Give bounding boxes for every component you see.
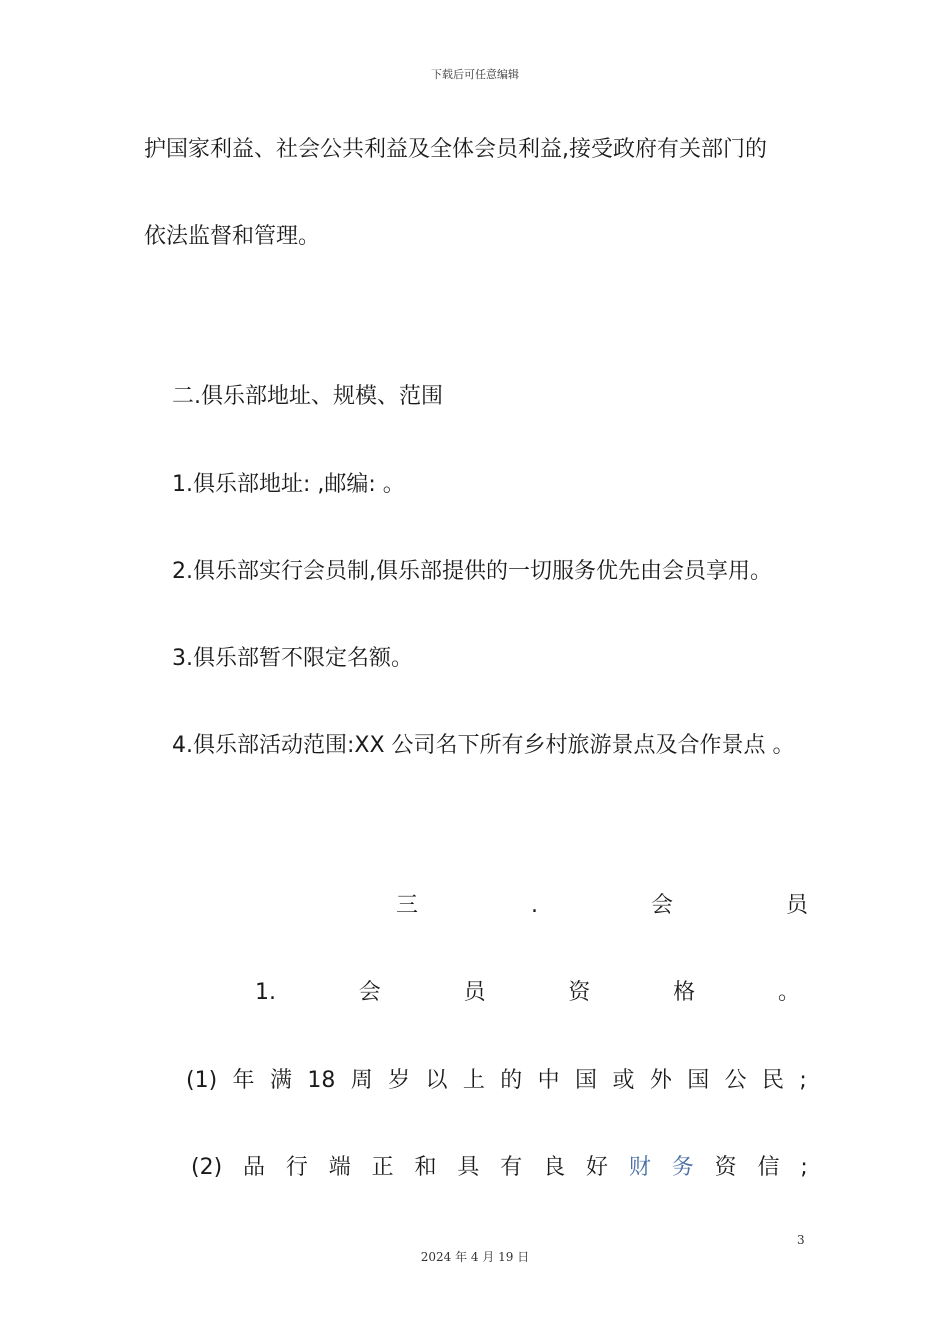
condition-line (186, 1066, 807, 1096)
condition-token: 18 (307, 1068, 336, 1093)
list-item: 1.俱乐部地址: ,邮编: 。 (172, 472, 405, 497)
condition-token: ; (800, 1155, 808, 1180)
subheading-char: 1. (255, 980, 276, 1005)
condition-token: 的 (500, 1068, 523, 1093)
paragraph-line: 护国家利益、社会公共利益及全体会员利益,接受政府有关部门的 (144, 137, 767, 162)
condition-token: 品 (243, 1155, 266, 1180)
condition-token: 国 (687, 1068, 710, 1093)
heading-char: . (531, 893, 538, 918)
condition-token: ; (799, 1068, 807, 1093)
list-item: 4.俱乐部活动范围:XX 公司名下所有乡村旅游景点及合作景点 。 (172, 733, 795, 758)
condition-token: 周 (350, 1068, 373, 1093)
footer-date: 2024 年 4 月 19 日 (420, 1250, 530, 1264)
highlighted-word[interactable]: 务 (671, 1155, 694, 1180)
condition-token: 正 (371, 1155, 394, 1180)
condition-token: 公 (724, 1068, 747, 1093)
condition-token: 满 (269, 1068, 292, 1093)
highlighted-word[interactable]: 财 (628, 1155, 651, 1180)
condition-token: 有 (500, 1155, 523, 1180)
heading-char: 三 (396, 893, 419, 918)
condition-token: 民 (762, 1068, 785, 1093)
condition-token: (1) (186, 1068, 218, 1093)
condition-token: 和 (414, 1155, 437, 1180)
condition-token: 以 (425, 1068, 448, 1093)
subheading-char: 。 (777, 980, 800, 1005)
condition-token: 具 (457, 1155, 480, 1180)
condition-token: 国 (575, 1068, 598, 1093)
header-note: 下载后可任意编辑 (431, 68, 519, 81)
condition-token: 信 (757, 1155, 780, 1180)
subheading-char: 格 (673, 980, 696, 1005)
list-item: 3.俱乐部暂不限定名额。 (172, 646, 413, 671)
page-number: 3 (797, 1233, 805, 1247)
condition-token: 年 (232, 1068, 255, 1093)
subheading-char: 资 (568, 980, 591, 1005)
list-item: 2.俱乐部实行会员制,俱乐部提供的一切服务优先由会员享用。 (172, 559, 772, 584)
condition-token: (2) (191, 1155, 223, 1180)
condition-token: 资 (714, 1155, 737, 1180)
condition-token: 或 (612, 1068, 635, 1093)
condition-token: 良 (543, 1155, 566, 1180)
section-heading: 二.俱乐部地址、规模、范围 (172, 384, 443, 409)
subheading-char: 会 (358, 980, 381, 1005)
paragraph-line: 依法监督和管理。 (144, 224, 321, 249)
subheading-char: 员 (463, 980, 486, 1005)
condition-token: 行 (285, 1155, 308, 1180)
condition-token: 岁 (388, 1068, 411, 1093)
condition-token: 外 (649, 1068, 672, 1093)
heading-char: 员 (785, 893, 808, 918)
condition-token: 中 (537, 1068, 560, 1093)
section-heading-justified (396, 891, 808, 921)
condition-token: 好 (586, 1155, 609, 1180)
heading-char: 会 (650, 893, 673, 918)
condition-line (191, 1153, 808, 1183)
condition-token: 上 (462, 1068, 485, 1093)
subheading-justified (255, 978, 800, 1008)
condition-token: 端 (328, 1155, 351, 1180)
